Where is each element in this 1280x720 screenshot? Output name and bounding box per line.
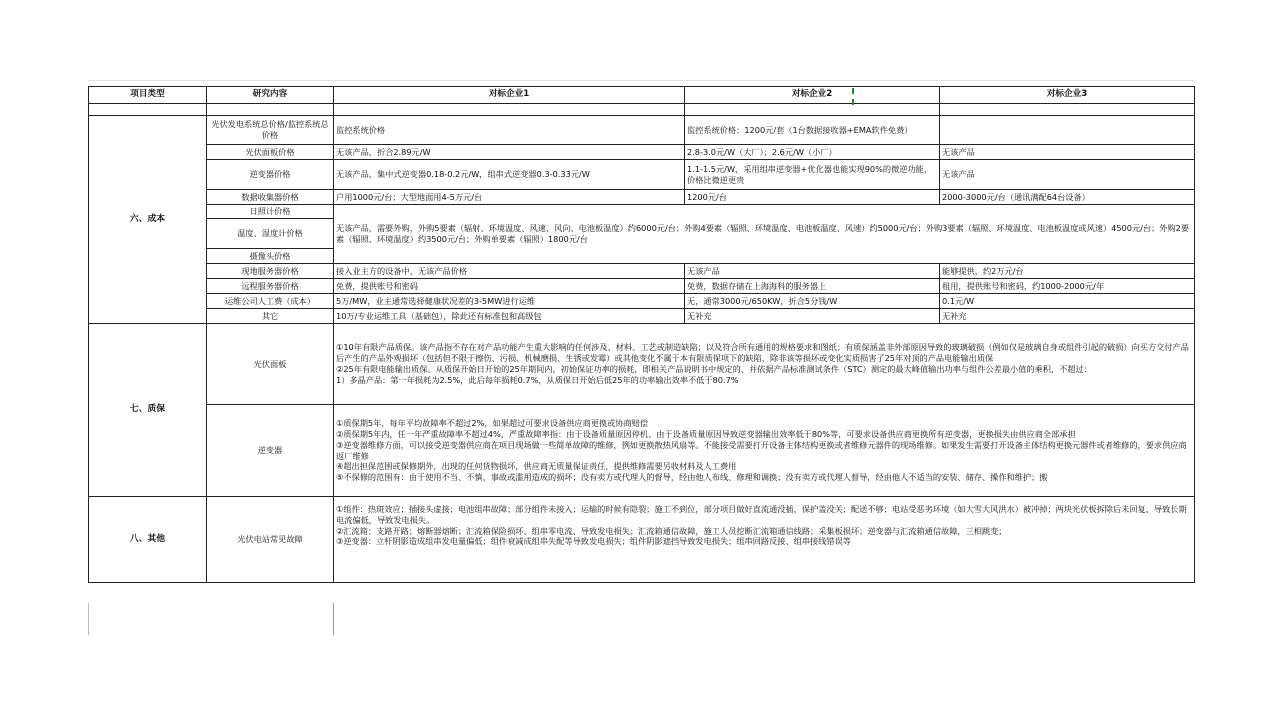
cell-benchmark-1[interactable]: 无该产品，集中式逆变器0.18-0.2元/W，组串式逆变器0.3-0.33元/W bbox=[334, 160, 685, 190]
cell-benchmark-1[interactable]: 免费，提供账号和密码 bbox=[334, 279, 685, 294]
warranty-line: ④超出担保范围或保修期外，出现的任何货物损坏，供应商无质量保证责任，提供维修需要另收材料及人工费用 bbox=[336, 461, 737, 472]
cell-item[interactable]: 摄像头价格 bbox=[207, 249, 334, 264]
warranty-line: ①10年有限产品质保。该产品指不存在对产品功能产生重大影响的任何涉及、材料、工艺或制造缺陷；以及符合所有通用的规格要求和图纸；有质保涵盖非外部原因导致的玻璃破损（例如仅是玻璃自身或组件引起的破损）向买方交付产品后产生的产品外观损坏（包括但不限于擦伤、污损、机械磨损、生锈或发霉）或其他变化不属于本有限质保项下的缺陷，除非该等损坏或变化实质损害了25年对顶的产品电能输出质保 bbox=[336, 342, 1189, 364]
cell-item[interactable]: 温度、湿度计价格 bbox=[207, 219, 334, 249]
table-row bbox=[89, 497, 1195, 583]
header-benchmark-1[interactable]: 对标企业1 bbox=[334, 87, 685, 104]
cell-benchmark-1[interactable]: 户用1000元/台；大型地面用4-5万元/台 bbox=[334, 190, 685, 205]
warranty-line: 1）多晶产品：第一年损耗为2.5%，此后每年损耗0.7%，从质保日开始后低25年的功率输出效率不低于80.7% bbox=[336, 374, 739, 385]
cell-panel-warranty[interactable] bbox=[334, 324, 1195, 405]
cell-item-faults[interactable]: 光伏电站常见故障 bbox=[207, 497, 334, 583]
cell-item[interactable]: 远程服务器价格 bbox=[207, 279, 334, 294]
cell-benchmark-2[interactable]: 无补充 bbox=[685, 309, 940, 324]
category-warranty[interactable]: 七、质保 bbox=[89, 324, 207, 497]
table-row bbox=[89, 279, 1195, 294]
gridline-col-c bbox=[333, 603, 334, 635]
benchmark-table bbox=[88, 86, 1195, 583]
cell-benchmark-1[interactable]: 接入业主方的设备中，无该产品价格 bbox=[334, 264, 685, 279]
cell-inverter-warranty[interactable] bbox=[334, 405, 1195, 497]
sheet-top-edge bbox=[88, 80, 1194, 81]
spacer-cell[interactable] bbox=[207, 104, 334, 116]
cell-benchmark-2[interactable]: 监控系统价格：1200元/套（1台数据接收器+EMA软件免费） bbox=[685, 116, 940, 145]
spacer-row bbox=[89, 104, 1195, 116]
table-row bbox=[89, 205, 1195, 219]
table-row bbox=[89, 294, 1195, 309]
cell-benchmark-3[interactable] bbox=[940, 116, 1195, 145]
table-row bbox=[89, 190, 1195, 205]
cell-benchmark-3[interactable]: 租用，提供账号和密码，约1000-2000元/年 bbox=[940, 279, 1195, 294]
cell-item[interactable]: 现地服务器价格 bbox=[207, 264, 334, 279]
fault-line: ①组件：热斑效应；插接头虚接；电池组串故障；部分组件未接入；运输的时候有隐裂；施工不到位，部分项目做好直流通没插，保护盖没关；配送不够；电站受恶劣环境（如大雪大风洪水）被冲掉；两块光伏板拆除后未回复，导致长期电流偏低，导致发电损失。 bbox=[336, 504, 1187, 525]
table-row bbox=[89, 309, 1195, 324]
table-row bbox=[89, 145, 1195, 160]
cell-benchmark-1[interactable]: 10万/专业运维工具（基础包），除此还有标准包和高级包 bbox=[334, 309, 685, 324]
table-row bbox=[89, 324, 1195, 405]
cell-benchmark-1[interactable]: 监控系统价格 bbox=[334, 116, 685, 145]
cell-benchmark-3[interactable]: 无该产品 bbox=[940, 145, 1195, 160]
table-row bbox=[89, 264, 1195, 279]
spacer-cell[interactable] bbox=[940, 104, 1195, 116]
cell-item[interactable]: 光伏面板价格 bbox=[207, 145, 334, 160]
warranty-line: ③逆变器维修方面，可以接受逆变器供应商在项目现场做一些简单故障的维修，例如更换散热风扇等。不能接受需要打开设备主体结构更换或者维修元器件的现场维修。如果发生需要打开设备主体结构更换元器件或者维修的，要求供应商返厂维修 bbox=[336, 439, 1187, 461]
warranty-line: ①质保期5年，每年平均故障率不超过2%，如果超过可要求设备供应商更换或协商赔偿 bbox=[336, 418, 649, 429]
cell-benchmark-3[interactable]: 无补充 bbox=[940, 309, 1195, 324]
header-project-type[interactable]: 项目类型 bbox=[89, 87, 207, 104]
category-cost[interactable]: 六、成本 bbox=[89, 116, 207, 324]
header-benchmark-2[interactable]: 对标企业2 bbox=[685, 87, 940, 104]
table-row bbox=[89, 160, 1195, 190]
spacer-cell[interactable] bbox=[334, 104, 685, 116]
header-row bbox=[89, 87, 1195, 104]
cell-item[interactable]: 逆变器价格 bbox=[207, 160, 334, 190]
table-row bbox=[89, 116, 1195, 145]
cell-benchmark-2[interactable]: 无，通常3000元/650KW，折合5分钱/W bbox=[685, 294, 940, 309]
fault-line: ②汇流箱：支路开路；熔断器熔断；汇流箱保险损坏、组串零电流、导致发电损失；汇流箱通信故障，施工人员挖断汇流箱通信线路；采集板损坏；逆变器与汇流箱通信故障，三相跳变； bbox=[336, 525, 1007, 536]
spacer-cell[interactable] bbox=[685, 104, 940, 116]
cell-benchmark-2[interactable]: 免费，数据存储在上海海科的服务器上 bbox=[685, 279, 940, 294]
fault-line: ③逆变器：立杆阴影造成组串发电量偏低；组件衰减成组串失配等导致发电损失；组件阴影遮挡导致发电损失；组串回路反接、组串接线错误等 bbox=[336, 536, 851, 547]
category-other[interactable]: 八、其他 bbox=[89, 497, 207, 583]
cell-item[interactable]: 光伏发电系统总价格/监控系统总价格 bbox=[207, 116, 334, 145]
cell-sensor-merged[interactable]: 无该产品，需要外购，外购5要素（辐射、环境温度、风速、风向、电池板温度）约6000元/台；外购4要素（辐照、环境温度、电池板温度、风速）约5000元/台；外购3要素（辐照、环境温度、电池板温度或风速）4500元/台；外购2要素（辐照、环境温度）约3500元/台；外购单要素（辐照）1800元/台 bbox=[334, 205, 1195, 264]
table-row bbox=[89, 405, 1195, 497]
column-resize-marker[interactable] bbox=[852, 88, 855, 105]
warranty-line: ⑤不保修的范围有：由于使用不当、不慎、事故或滥用造成的损坏；没有卖方或代理人的督导，经由他人布线、修理和调换；没有卖方或代理人督导，经由他人不适当的安装、储存、操作和维护；搬 bbox=[336, 472, 1048, 483]
spacer-cell[interactable] bbox=[89, 104, 207, 116]
cell-benchmark-2[interactable]: 无该产品 bbox=[685, 264, 940, 279]
cell-benchmark-3[interactable]: 能够提供，约2万元/台 bbox=[940, 264, 1195, 279]
gridline-left bbox=[88, 603, 89, 635]
cell-benchmark-3[interactable]: 2000-3000元/台（通讯满配64台设备） bbox=[940, 190, 1195, 205]
cell-benchmark-2[interactable]: 1200元/台 bbox=[685, 190, 940, 205]
cell-item[interactable]: 运维公司人工费（成本） bbox=[207, 294, 334, 309]
cell-benchmark-1[interactable]: 无该产品，折合2.89元/W bbox=[334, 145, 685, 160]
cell-item-inverter[interactable]: 逆变器 bbox=[207, 405, 334, 497]
header-research-content[interactable]: 研究内容 bbox=[207, 87, 334, 104]
cell-benchmark-2[interactable]: 1.1-1.5元/W，采用组串逆变器+优化器也能实现90%的微逆功能，价格比微逆更贵 bbox=[685, 160, 940, 190]
cell-item-panel[interactable]: 光伏面板 bbox=[207, 324, 334, 405]
cell-item[interactable]: 其它 bbox=[207, 309, 334, 324]
spreadsheet-table-wrapper bbox=[88, 86, 1195, 583]
cell-benchmark-3[interactable]: 无该产品 bbox=[940, 160, 1195, 190]
warranty-line: ②25年有限电能输出质保。从质保开始日开始的25年期间内，初始保证功率的损耗，即相关产品说明书中规定的、并依据产品标准测试条件（STC）测定的最大峰值输出功率与组件公差最小值的乘积，不超过： bbox=[336, 364, 1092, 374]
cell-common-faults[interactable] bbox=[334, 497, 1195, 583]
header-benchmark-3[interactable]: 对标企业3 bbox=[940, 87, 1195, 104]
cell-benchmark-2[interactable]: 2.8-3.0元/W（大厂）；2.6元/W（小厂） bbox=[685, 145, 940, 160]
cell-item[interactable]: 日照计价格 bbox=[207, 205, 334, 219]
cell-benchmark-1[interactable]: 5万/MW，业主通常选择健康状况差的3-5MW进行运维 bbox=[334, 294, 685, 309]
warranty-line: ②质保期5年内，任一年严重故障率不超过4%，严重故障率指：由于设备质量原因停机、由于设备质量原因导致逆变器输出效率低于80%等，可要求设备供应商更换所有逆变器，更换损失由供应商全部承担 bbox=[336, 428, 1076, 439]
cell-benchmark-3[interactable]: 0.1元/W bbox=[940, 294, 1195, 309]
cell-item[interactable]: 数据收集器价格 bbox=[207, 190, 334, 205]
